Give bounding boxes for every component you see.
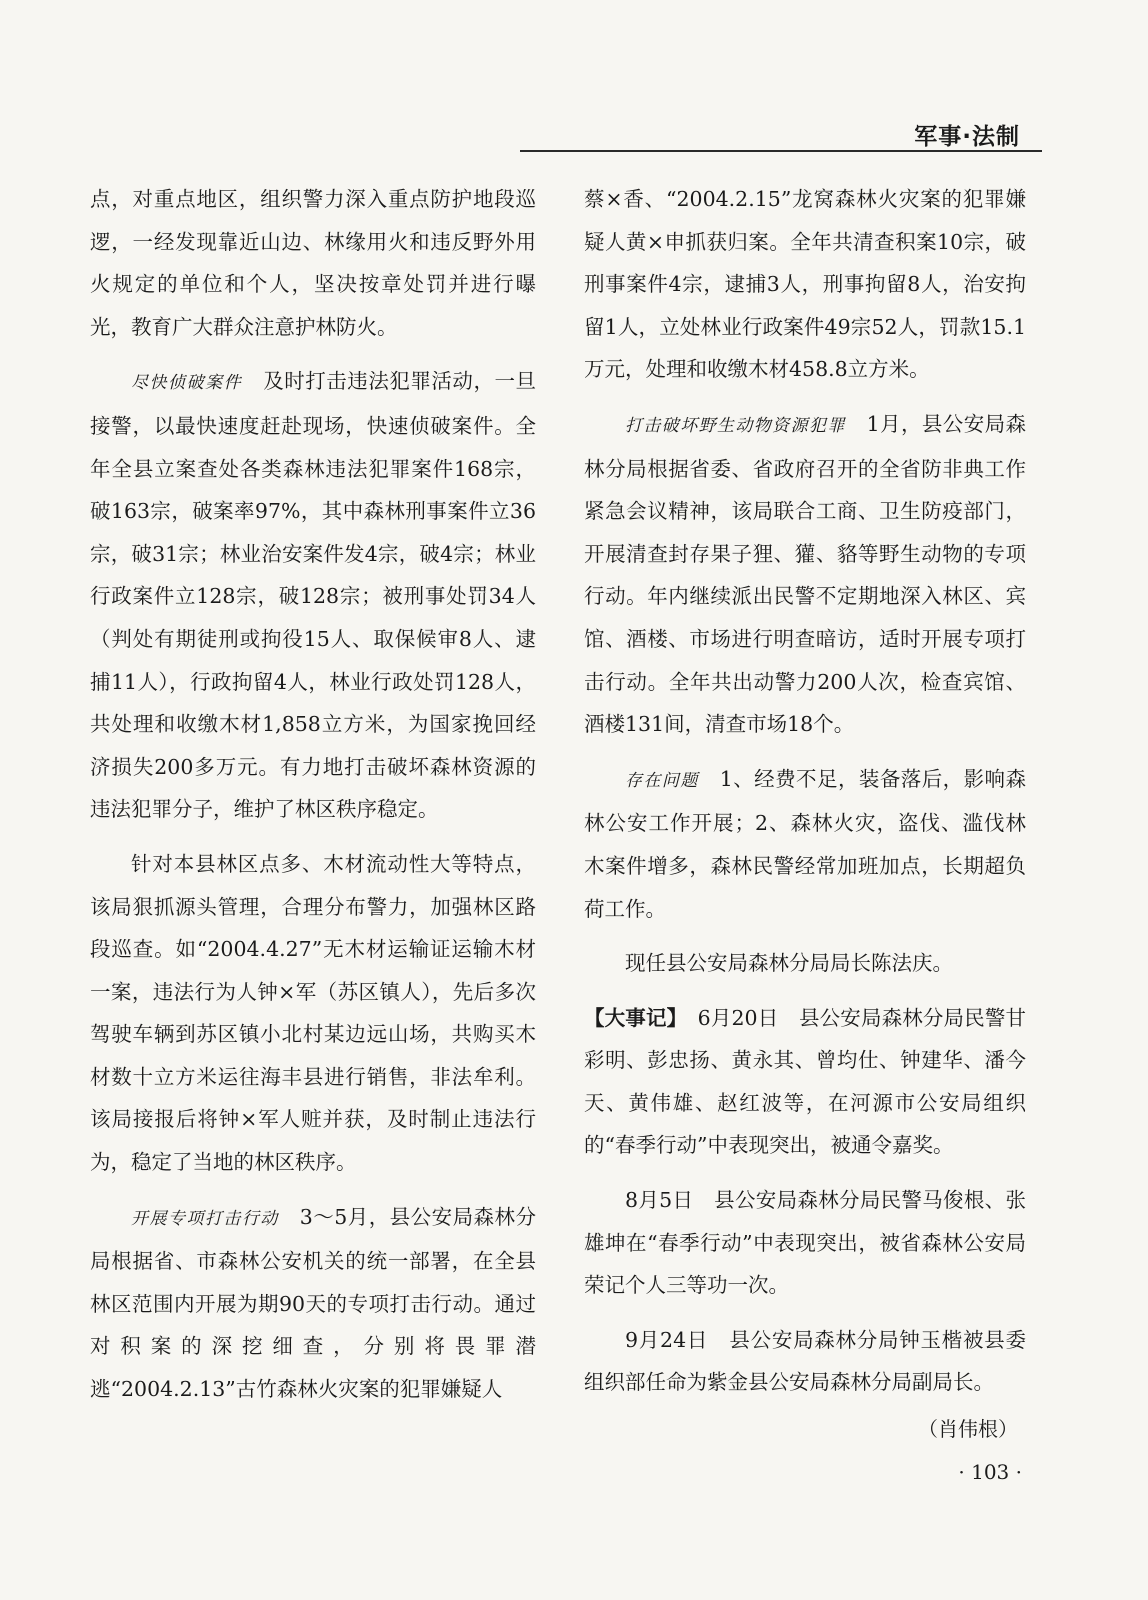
author-credit: （肖伟根） [918, 1417, 1018, 1441]
subheading-case-solving: 尽快侦破案件 [131, 373, 243, 394]
right-column [584, 178, 1026, 1416]
subheading-wildlife: 打击破坏野生动物资源犯罪 [625, 415, 846, 436]
paragraph-special-action [90, 1196, 536, 1411]
paragraph-problems [584, 758, 1026, 930]
paragraph-events-august: 8月5日 县公安局森林分局民警马俊根、张雄坤在“春季行动”中表现突出，被省森林公安局荣记个人三等功一次。 [584, 1188, 1026, 1298]
paragraph-case-solving-body: 及时打击违法犯罪活动，一旦接警，以最快速度赶赴现场，快速侦破案件。全年全县立案查处各类森林违法犯罪案件168宗，破163宗，破案率97%，其中森林刑事案件立36宗，破31宗；林业治安案件发4宗，破4宗；林业行政案件立128宗，破128宗；被刑事处罚34人（判处有期徒刑或拘役15人、取保候审8人、逮捕11人），行政拘留4人，林业行政处罚128人，共处理和收缴木材1,858立方米，为国家挽回经济损失200多万元。有力地打击破坏森林资源的违法犯罪分子，维护了林区秩序稳定。 [90, 369, 537, 822]
paragraph-case-solving [90, 360, 536, 831]
subheading-special-action: 开展专项打击行动 [131, 1208, 279, 1229]
paragraph-problems-body: 1、经费不足，装备落后，影响森林公安工作开展；2、森林火灾，盗伐、滥伐林木案件增多，森林民警经常加班加点，长期超负荷工作。 [584, 766, 1026, 921]
paragraph-special-action-body: 3～5月，县公安局森林分局根据省、市森林公安机关的统一部署，在全县林区范围内开展为期90天的专项打击行动。通过对积案的深挖细查，分别将畏罪潜逃“2004.2.13”古竹森林火灾案的犯罪嫌疑人 [90, 1204, 536, 1402]
paragraph-fire-patrol: 点，对重点地区，组织警力深入重点防护地段巡逻，一经发现靠近山边、林缘用火和违反野外用火规定的单位和个人，坚决按章处罚并进行曝光，教育广大群众注意护林防火。 [90, 187, 536, 339]
paragraph-events-june-body: 6月20日 县公安局森林分局民警甘彩明、彭忠扬、黄永其、曾均仕、钟建华、潘今天、黄伟雄、赵红波等，在河源市公安局组织的“春季行动”中表现突出，被通令嘉奖。 [584, 1005, 1026, 1158]
left-column [90, 178, 536, 1423]
paragraph-events-june [584, 997, 1026, 1167]
paragraph-director: 现任县公安局森林分局局长陈法庆。 [625, 951, 953, 976]
paragraph-events-september: 9月24日 县公安局森林分局钟玉楷被县委组织部任命为紫金县公安局森林分局副局长。 [584, 1327, 1026, 1395]
page-number: · 103 · [958, 1460, 1022, 1484]
paragraph-wildlife [584, 403, 1026, 746]
paragraph-wildlife-body: 1月，县公安局森林分局根据省委、省政府召开的全省防非典工作紧急会议精神，该局联合工商、卫生防疫部门，开展清查封存果子狸、獾、貉等野生动物的专项行动。年内继续派出民警不定期地深入林区、宾馆、酒楼、市场进行明查暗访，适时开展专项打击行动。全年共出动警力200人次，检查宾馆、酒楼131间，清查市场18个。 [584, 411, 1027, 737]
heading-major-events: 【大事记】 [584, 1005, 677, 1030]
paragraph-source-management: 针对本县林区点多、木材流动性大等特点，该局狠抓源头管理，合理分布警力，加强林区路段巡查。如“2004.4.27”无木材运输证运输木材一案，违法行为人钟×军（苏区镇人），先后多次驾驶车辆到苏区镇小北村某边远山场，共购买木材数十立方米运往海丰县进行销售，非法牟利。该局接报后将钟×军人赃并获，及时制止违法行为，稳定了当地的林区秩序。 [90, 851, 536, 1175]
subheading-problems: 存在问题 [625, 770, 699, 791]
paragraph-arrests: 蔡×香、“2004.2.15”龙窝森林火灾案的犯罪嫌疑人黄×申抓获归案。全年共清查积案10宗，破刑事案件4宗，逮捕3人，刑事拘留8人，治安拘留1人，立处林业行政案件49宗52人，罚款15.1万元，处理和收缴木材458.8立方米。 [584, 187, 1026, 382]
section-header: 军事·法制 [914, 124, 1020, 150]
header-rule [520, 150, 1042, 152]
